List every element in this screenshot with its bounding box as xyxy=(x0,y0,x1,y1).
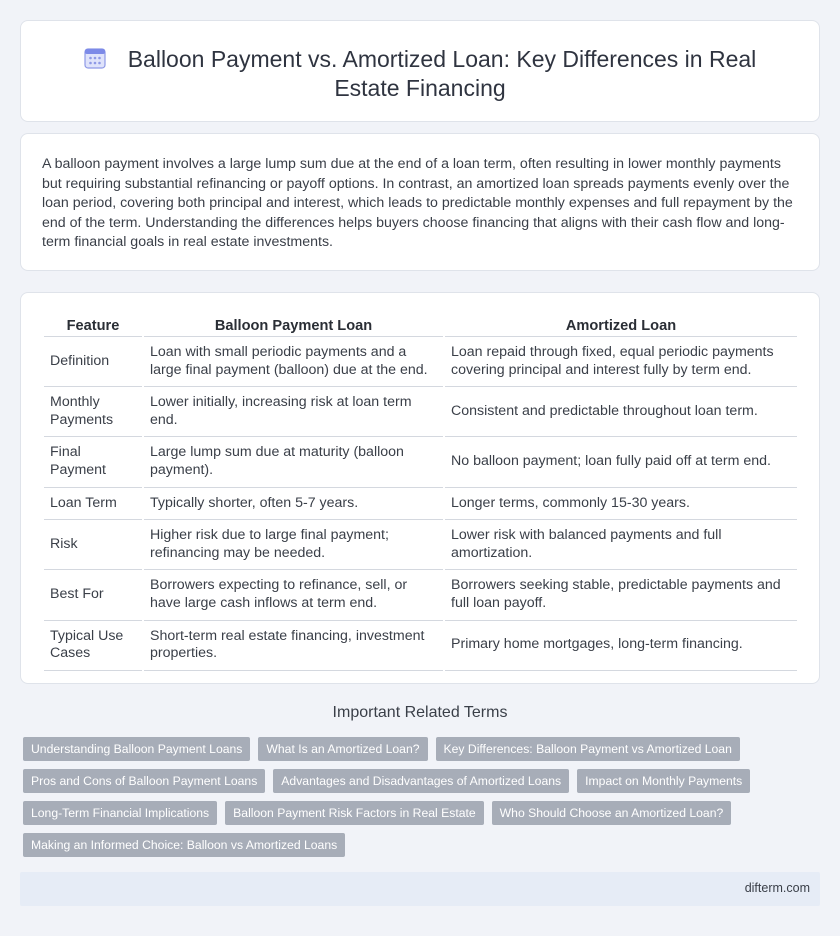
table-row xyxy=(44,387,797,437)
table-row xyxy=(44,520,797,570)
related-term-tag[interactable]: What Is an Amortized Loan? xyxy=(258,737,427,761)
balloon-cell: Higher risk due to large final payment; refinancing may be needed. xyxy=(144,520,443,570)
table-row xyxy=(44,437,797,487)
related-term-tag[interactable]: Making an Informed Choice: Balloon vs Amortized Loans xyxy=(23,833,345,857)
amortized-cell: Borrowers seeking stable, predictable payments and full loan payoff. xyxy=(445,570,797,620)
amortized-cell: No balloon payment; loan fully paid off at term end. xyxy=(445,437,797,487)
column-header-feature: Feature xyxy=(44,315,142,337)
amortized-cell: Loan repaid through fixed, equal periodic payments covering principal and interest fully by term end. xyxy=(445,337,797,387)
intro-card xyxy=(20,133,820,271)
balloon-cell: Typically shorter, often 5-7 years. xyxy=(144,488,443,521)
table-row xyxy=(44,337,797,387)
related-term-tag[interactable]: Who Should Choose an Amortized Loan? xyxy=(492,801,732,825)
amortized-cell: Primary home mortgages, long-term financing. xyxy=(445,621,797,671)
document-grid-icon xyxy=(84,47,106,69)
column-header-amortized: Amortized Loan xyxy=(445,315,797,337)
related-term-tag[interactable]: Advantages and Disadvantages of Amortized Loans xyxy=(273,769,569,793)
page-title-wrap xyxy=(61,45,779,103)
footer-site-link[interactable]: difterm.com xyxy=(744,881,810,895)
feature-cell: Definition xyxy=(44,337,142,387)
balloon-cell: Borrowers expecting to refinance, sell, or have large cash inflows at term end. xyxy=(144,570,443,620)
related-term-tag[interactable]: Pros and Cons of Balloon Payment Loans xyxy=(23,769,265,793)
feature-cell: Final Payment xyxy=(44,437,142,487)
footer xyxy=(20,872,820,906)
related-term-tag[interactable]: Impact on Monthly Payments xyxy=(577,769,750,793)
related-term-tag[interactable]: Key Differences: Balloon Payment vs Amortized Loan xyxy=(436,737,740,761)
intro-paragraph: A balloon payment involves a large lump sum due at the end of a loan term, often resulting in lower monthly payments but requiring substantial refinancing or payoff options. In contrast, an amortized loan spreads payments evenly over the loan period, covering both principal and interest, which leads to predictable monthly expenses and full repayment by the end of the term. Understanding the differences helps buyers choose financing that aligns with their cash flow and long-term financial goals in real estate investments. xyxy=(42,156,793,251)
balloon-cell: Loan with small periodic payments and a large final payment (balloon) due at the end. xyxy=(144,337,443,387)
table-header-row xyxy=(44,315,797,337)
feature-cell: Monthly Payments xyxy=(44,387,142,437)
comparison-table-card xyxy=(20,292,820,684)
related-terms-list xyxy=(23,737,783,857)
feature-cell: Best For xyxy=(44,570,142,620)
feature-cell: Typical Use Cases xyxy=(44,621,142,671)
header-card xyxy=(20,20,820,122)
table-row xyxy=(44,488,797,521)
related-terms-title: Important Related Terms xyxy=(332,704,508,721)
amortized-cell: Longer terms, commonly 15-30 years. xyxy=(445,488,797,521)
page-title: Balloon Payment vs. Amortized Loan: Key Differences in Real Estate Financing xyxy=(127,46,757,101)
balloon-cell: Short-term real estate financing, investment properties. xyxy=(144,621,443,671)
balloon-cell: Lower initially, increasing risk at loan term end. xyxy=(144,387,443,437)
balloon-cell: Large lump sum due at maturity (balloon payment). xyxy=(144,437,443,487)
related-term-tag[interactable]: Balloon Payment Risk Factors in Real Estate xyxy=(225,801,484,825)
table-row xyxy=(44,570,797,620)
feature-cell: Risk xyxy=(44,520,142,570)
table-row xyxy=(44,621,797,671)
column-header-balloon: Balloon Payment Loan xyxy=(144,315,443,337)
amortized-cell: Consistent and predictable throughout loan term. xyxy=(445,387,797,437)
related-term-tag[interactable]: Understanding Balloon Payment Loans xyxy=(23,737,250,761)
amortized-cell: Lower risk with balanced payments and full amortization. xyxy=(445,520,797,570)
feature-cell: Loan Term xyxy=(44,488,142,521)
comparison-table xyxy=(42,315,799,671)
related-term-tag[interactable]: Long-Term Financial Implications xyxy=(23,801,217,825)
